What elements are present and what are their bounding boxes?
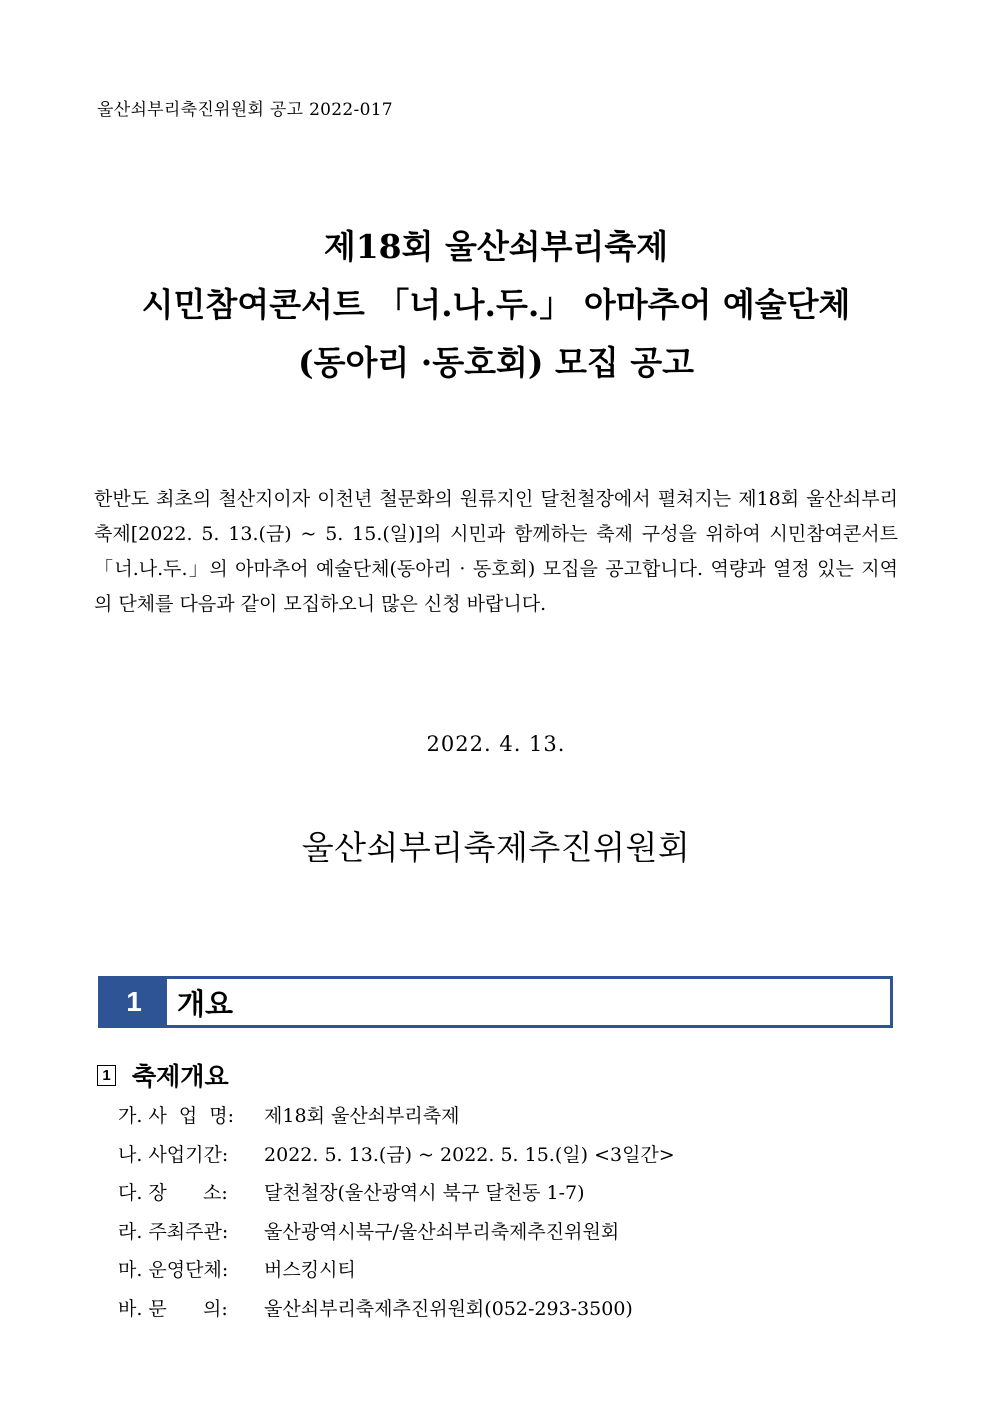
list-item [118,1290,675,1329]
item-value: 2022. 5. 13.(금) ~ 2022. 5. 15.(일) <3일간> [258,1143,675,1166]
item-value: 달천철장(울산광역시 북구 달천동 1-7) [258,1182,585,1204]
list-item [118,1174,675,1213]
list-item [118,1097,675,1136]
item-label: 다. 장 소: [118,1182,228,1204]
notice-number: 울산쇠부리축진위원회 공고 2022-017 [97,100,393,120]
organization-name: 울산쇠부리축제추진위원회 [301,828,691,867]
item-value: 울산광역시북구/울산쇠부리축제추진위원회 [258,1220,620,1243]
notice-date: 2022. 4. 13. [426,732,566,756]
document-title [0,218,992,392]
subsection-header [97,1057,229,1093]
item-value: 울산쇠부리축제추진위원회(052-293-3500) [258,1297,633,1320]
title-line: 제18회 울산쇠부리축제 [323,227,669,266]
boxed-number-icon: 1 [97,1065,116,1086]
item-label: 가. 사 업 명: [118,1105,235,1127]
section-title: 개요 [177,988,234,1021]
item-label: 마. 운영단체: [118,1259,229,1281]
item-value: 제18회 울산쇠부리축제 [258,1105,460,1127]
section-number: 1 [101,979,167,1025]
item-label: 바. 문 의: [118,1297,228,1320]
title-line: (동아리 ·동호회) 모집 공고 [298,343,694,382]
intro-paragraph: 한반도 최초의 철산지이자 이천년 철문화의 원류지인 달천철장에서 펼쳐지는 제18회 울산쇠부리축제[2022. 5. 13.(금) ~ 5. 15.(일)]의 시민과 함께하는 축제 구성을 위하여 시민참여콘서트 「너.나.두.」의 아마추어 예술단체(동아리 · 동호회) 모집을 공고합니다. 역량과 열정 있는 지역의 단체를 다음과 같이 모집하오니 많은 신청 바랍니다. [94,488,898,615]
list-item [118,1136,675,1175]
item-value: 버스킹시티 [258,1259,356,1281]
list-item [118,1213,675,1252]
title-line: 시민참여콘서트 「너.나.두.」 아마추어 예술단체 [141,285,851,324]
festival-overview-list [118,1097,675,1328]
subsection-title: 축제개요 [132,1063,229,1091]
list-item [118,1251,675,1290]
item-label: 라. 주최주관: [118,1220,229,1243]
item-label: 나. 사업기간: [118,1143,229,1166]
section-header [98,976,893,1028]
